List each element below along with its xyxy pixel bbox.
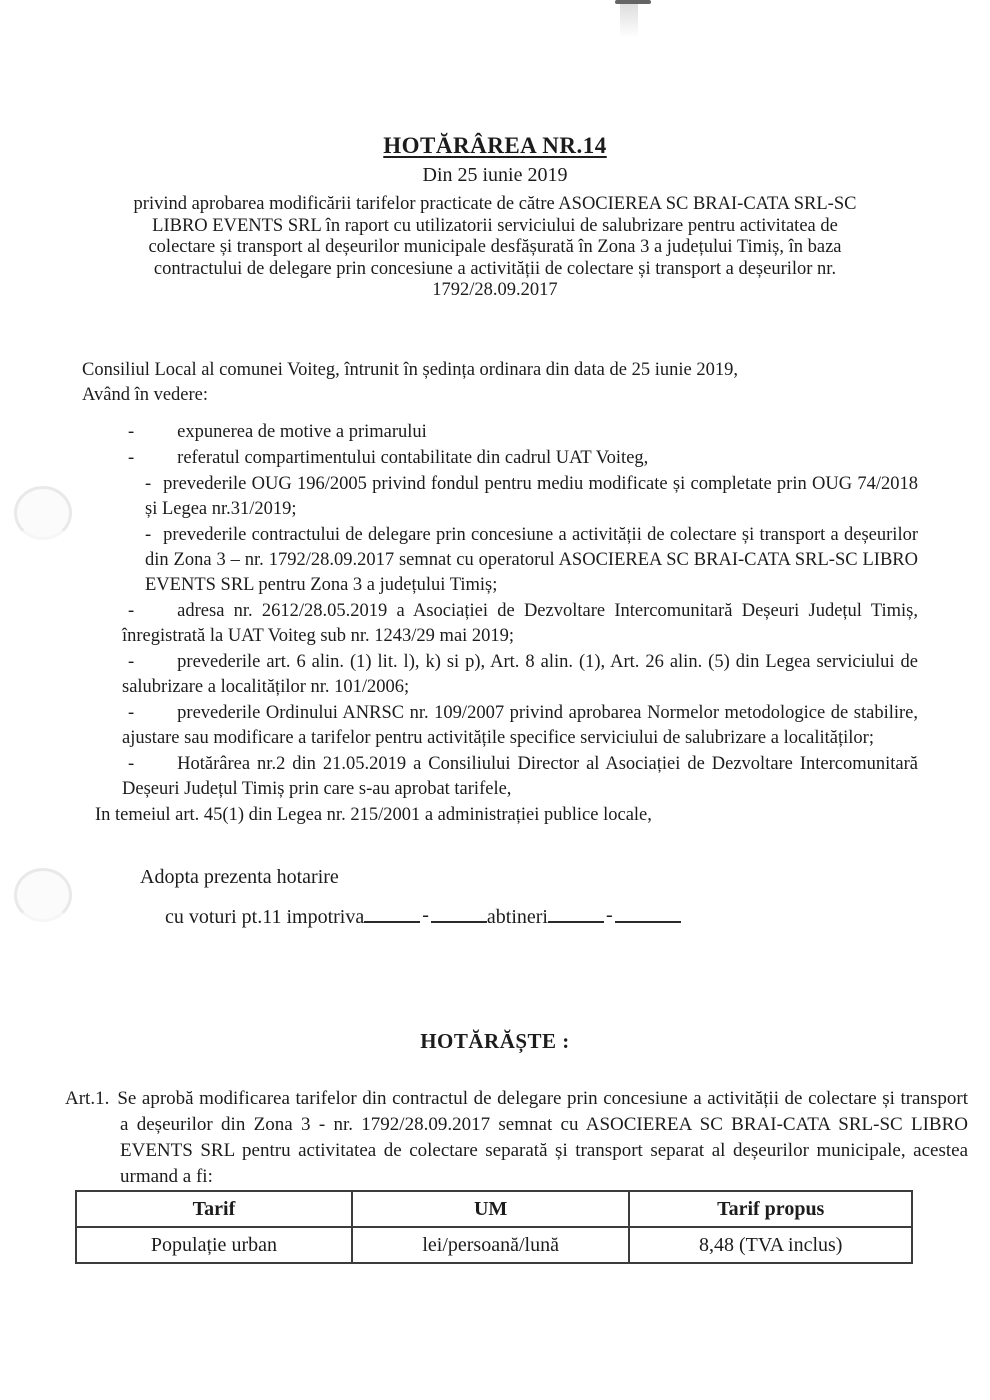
table-row bbox=[76, 1227, 912, 1263]
votes-abstain-label: abtineri bbox=[486, 906, 548, 928]
list-item bbox=[82, 472, 918, 522]
votes-prefix: cu voturi pt.11 impotriva bbox=[165, 906, 365, 928]
preamble-intro-line1: Consiliul Local al comunei Voiteg, întrunit în ședința ordinara din data de 25 iunie 2019, bbox=[82, 360, 738, 380]
votes-against-value: - bbox=[422, 904, 429, 926]
scan-artifact-streak bbox=[620, 4, 638, 38]
document-date: Din 25 iunie 2019 bbox=[422, 164, 568, 186]
votes-abstain-value: - bbox=[606, 904, 613, 926]
decision-heading: HOTĂRĂȘTE : bbox=[420, 1029, 570, 1053]
title-block bbox=[0, 133, 990, 187]
list-item bbox=[82, 701, 918, 751]
list-item-text: adresa nr. 2612/28.05.2019 a Asociației de Dezvoltare Intercomunitară Deșeuri Județul Timiș, înregistrată la UAT Voiteg sub nr. 1243/29 mai 2019; bbox=[122, 601, 918, 646]
list-dash: - bbox=[128, 652, 135, 672]
punch-hole-mark bbox=[14, 868, 72, 922]
document-subject: privind aprobarea modificării tarifelor practicate de către ASOCIEREA SC BRAI-CATA SRL-SC LIBRO EVENTS SRL în raport cu utilizatorii serviciului de salubrizare pentru activitatea de colectare și transport al deșeurilor municipale desfășurată în Zona 3 a județului Timiș, în baza contractului de delegare prin concesiune a activității de colectare și transport a deșeurilor nr. 1792/28.09.2017 bbox=[133, 194, 857, 300]
list-item-text: prevederile art. 6 alin. (1) lit. l), k) si p), Art. 8 alin. (1), Art. 26 alin. (5) din Legea serviciului de salubrizare a localităților nr. 101/2006; bbox=[122, 652, 918, 697]
punch-hole-mark bbox=[14, 486, 72, 540]
votes-line bbox=[165, 901, 681, 929]
adoption-line: Adopta prezenta hotarire bbox=[140, 866, 339, 888]
list-dash: - bbox=[128, 754, 135, 774]
list-item bbox=[82, 650, 918, 700]
list-dash: - bbox=[128, 601, 135, 621]
document-title: HOTĂRÂREA NR.14 bbox=[383, 133, 607, 158]
table-header-tarif: Tarif bbox=[76, 1191, 352, 1227]
article-1-label: Art.1. bbox=[65, 1088, 110, 1109]
list-dash: - bbox=[128, 448, 135, 468]
votes-against-blank2 bbox=[431, 901, 487, 923]
list-item-text: referatul compartimentului contabilitate din cadrul UAT Voiteg, bbox=[177, 448, 649, 468]
table-cell-category: Populație urban bbox=[76, 1227, 352, 1263]
article-1-text: Se aprobă modificarea tarifelor din contractul de delegare prin concesiune a activității de colectare și transport a deșeurilor din Zona 3 - nr. 1792/28.09.2017 semnat cu ASOCIEREA SC BRAI-CATA SRL-SC LIBRO EVENTS SRL pentru activitatea de colectare separată și transport separat al deșeurilor municipale, acestea urmand a fi: bbox=[117, 1088, 968, 1187]
list-item bbox=[82, 446, 918, 471]
list-item-text: Hotărârea nr.2 din 21.05.2019 a Consiliului Director al Asociației de Dezvoltare Intercomunitară Deșeuri Județul Timiș prin care s-au aprobat tarifele, bbox=[122, 754, 918, 799]
table-cell-unit: lei/persoană/lună bbox=[352, 1227, 630, 1263]
legal-basis-line: In temeiul art. 45(1) din Legea nr. 215/2001 a administrației publice locale, bbox=[95, 805, 652, 825]
list-item bbox=[82, 752, 918, 802]
table-header-tarif-propus: Tarif propus bbox=[629, 1191, 912, 1227]
list-item-text: expunerea de motive a primarului bbox=[177, 422, 427, 442]
tariff-table bbox=[75, 1190, 913, 1264]
list-item bbox=[82, 420, 918, 445]
list-dash: - bbox=[128, 422, 135, 442]
list-item bbox=[82, 523, 918, 598]
table-cell-value: 8,48 (TVA inclus) bbox=[629, 1227, 912, 1263]
list-item-text: prevederile Ordinului ANRSC nr. 109/2007 privind aprobarea Normelor metodologice de stabilire, ajustare sau modificare a tarifelor pentru activitățile specifice serviciului de salubrizare a localităților; bbox=[122, 703, 918, 748]
votes-abstain-blank bbox=[548, 901, 604, 923]
list-dash: - bbox=[145, 525, 152, 545]
table-header-row bbox=[76, 1191, 912, 1227]
votes-abstain-blank2 bbox=[615, 901, 681, 923]
list-item-text: prevederile OUG 196/2005 privind fondul pentru mediu modificate și completate prin OUG 74/2018 și Legea nr.31/2019; bbox=[145, 474, 918, 519]
list-dash: - bbox=[128, 703, 135, 723]
article-1 bbox=[65, 1086, 968, 1190]
considerations-list bbox=[82, 420, 918, 802]
list-dash: - bbox=[145, 474, 152, 494]
table-header-um: UM bbox=[352, 1191, 630, 1227]
votes-against-blank bbox=[364, 901, 420, 923]
list-item-text: prevederile contractului de delegare prin concesiune a activității de colectare și transport a deșeurilor din Zona 3 – nr. 1792/28.09.2017 semnat cu operatorul ASOCIEREA SC BRAI-CATA SRL-SC LIBRO EVENTS SRL pentru Zona 3 a județului Timiș; bbox=[145, 525, 918, 595]
preamble-intro-line2: Având în vedere: bbox=[82, 385, 209, 405]
list-item bbox=[82, 599, 918, 649]
preamble-section bbox=[82, 358, 918, 828]
